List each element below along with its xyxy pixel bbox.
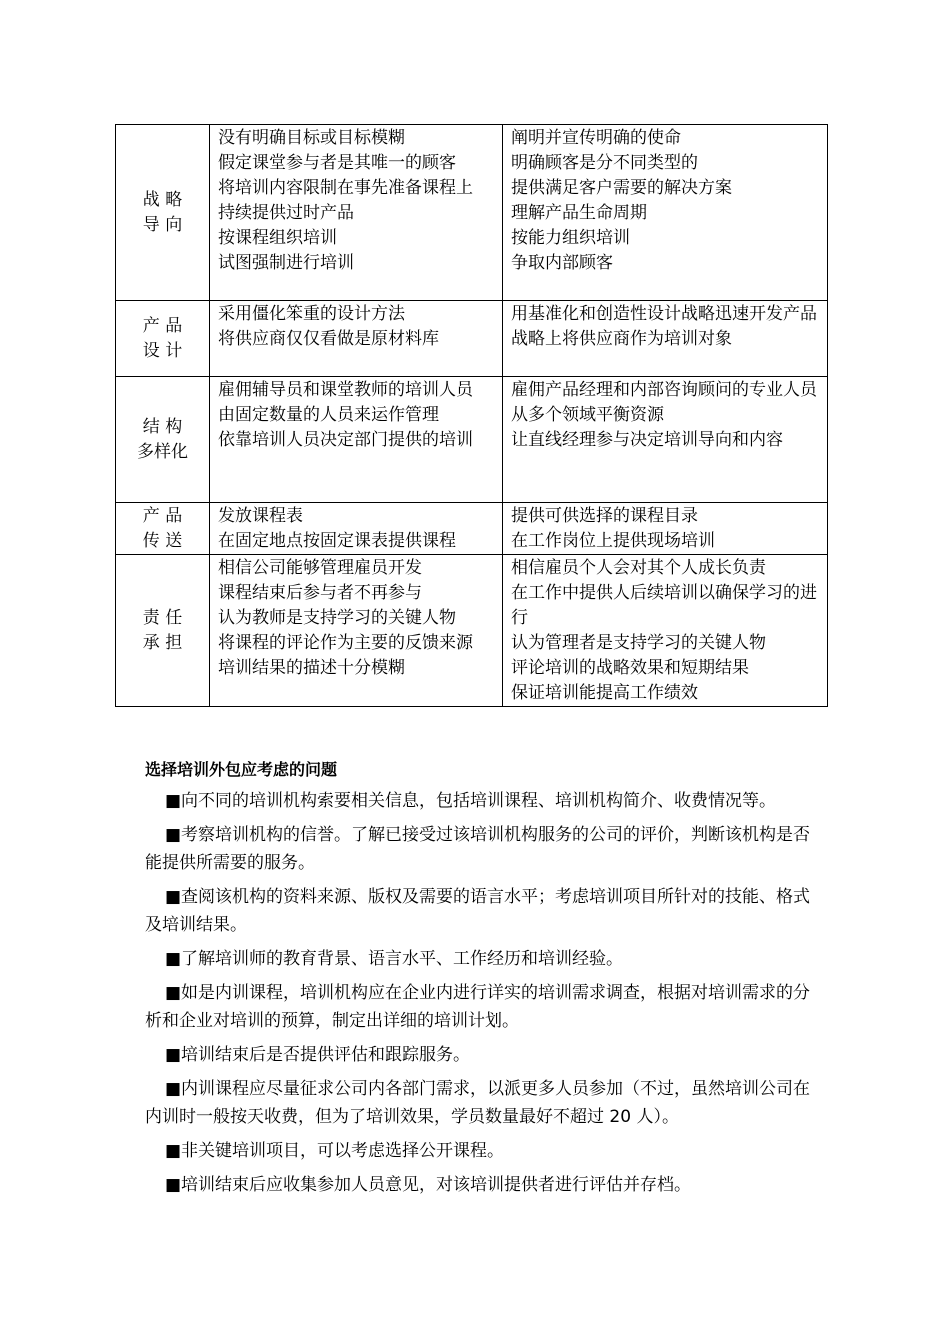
category-line: 战 略 [142, 189, 183, 210]
paragraph: ■考察培训机构的信誉。了解已接受过该培训机构服务的公司的评价，判断该机构是否能提供所需要的服务。 [145, 825, 811, 873]
problems-cell [210, 301, 503, 377]
solution-item: 提供满足客户需要的解决方案 [511, 178, 732, 198]
problem-item: 在固定地点按固定课表提供课程 [218, 531, 456, 551]
section-title: 选择培训外包应考虑的问题 [145, 760, 338, 779]
paragraph: ■培训结束后是否提供评估和跟踪服务。 [165, 1045, 471, 1065]
paragraph: ■非关键培训项目，可以考虑选择公开课程。 [165, 1141, 505, 1161]
table-row [116, 503, 828, 555]
problem-item: 培训结果的描述十分模糊 [218, 658, 405, 678]
comparison-table [115, 124, 828, 707]
row-category [116, 301, 210, 377]
problems-cell [210, 125, 503, 301]
problem-item: 采用僵化笨重的设计方法 [218, 304, 405, 324]
row-category [116, 377, 210, 503]
solution-item: 提供可供选择的课程目录 [511, 506, 698, 526]
solution-item: 评论培训的战略效果和短期结果 [511, 658, 749, 678]
row-category [116, 555, 210, 707]
category-line: 设 计 [142, 340, 183, 361]
problem-item: 由固定数量的人员来运作管理 [218, 405, 439, 425]
solution-item: 理解产品生命周期 [511, 203, 647, 223]
problem-item: 将供应商仅仅看做是原材料库 [218, 329, 439, 349]
problem-item: 相信公司能够管理雇员开发 [218, 558, 422, 578]
problem-item: 将培训内容限制在事先准备课程上 [218, 178, 473, 198]
problem-item: 将课程的评论作为主要的反馈来源 [218, 633, 473, 653]
table-row [116, 125, 828, 301]
table-row [116, 377, 828, 503]
problems-cell [210, 377, 503, 503]
solution-item: 阐明并宣传明确的使命 [511, 128, 681, 148]
paragraph: ■培训结束后应收集参加人员意见，对该培训提供者进行评估并存档。 [165, 1175, 692, 1195]
category-line: 结 构 [142, 416, 183, 437]
problem-item: 试图强制进行培训 [218, 253, 354, 273]
solution-item: 按能力组织培训 [511, 228, 630, 248]
solution-item: 明确顾客是分不同类型的 [511, 153, 698, 173]
problems-cell [210, 555, 503, 707]
category-line: 责 任 [142, 607, 183, 628]
table-row [116, 301, 828, 377]
paragraph: ■了解培训师的教育背景、语言水平、工作经历和培训经验。 [165, 949, 624, 969]
category-line: 导 向 [142, 214, 183, 235]
solution-item: 相信雇员个人会对其个人成长负责 [511, 558, 766, 578]
solutions-cell [503, 301, 828, 377]
problem-item: 没有明确目标或目标模糊 [218, 128, 405, 148]
solution-item: 用基准化和创造性设计战略迅速开发产品 [511, 304, 817, 324]
row-category [116, 125, 210, 301]
problem-item: 持续提供过时产品 [218, 203, 354, 223]
paragraph: ■内训课程应尽量征求公司内各部门需求，以派更多人员参加（不过，虽然培训公司在内训时一般按天收费，但为了培训效果，学员数量最好不超过 20 人）。 [145, 1079, 811, 1127]
solutions-cell [503, 377, 828, 503]
solution-item: 战略上将供应商作为培训对象 [511, 329, 732, 349]
problem-item: 发放课程表 [218, 506, 303, 526]
paragraph: ■向不同的培训机构索要相关信息，包括培训课程、培训机构简介、收费情况等。 [165, 791, 777, 811]
solutions-cell [503, 125, 828, 301]
outsourcing-section [145, 756, 815, 1205]
row-category [116, 503, 210, 555]
category-line: 多样化 [137, 441, 188, 462]
problems-cell [210, 503, 503, 555]
paragraph: ■查阅该机构的资料来源、版权及需要的语言水平；考虑培训项目所针对的技能、格式及培训结果。 [145, 887, 811, 935]
category-line: 产 品 [142, 315, 183, 336]
paragraph: ■如是内训课程，培训机构应在企业内进行详实的培训需求调查，根据对培训需求的分析和企业对培训的预算，制定出详细的培训计划。 [145, 983, 811, 1031]
solution-item: 争取内部顾客 [511, 253, 613, 273]
solution-item: 让直线经理参与决定培训导向和内容 [511, 430, 783, 450]
solution-item: 保证培训能提高工作绩效 [511, 683, 698, 703]
solutions-cell [503, 503, 828, 555]
problem-item: 课程结束后参与者不再参与 [218, 583, 422, 603]
solution-item: 认为管理者是支持学习的关键人物 [511, 633, 766, 653]
solution-item: 在工作中提供人后续培训以确保学习的进行 [511, 583, 817, 628]
solutions-cell [503, 555, 828, 707]
solution-item: 在工作岗位上提供现场培训 [511, 531, 715, 551]
problem-item: 雇佣辅导员和课堂教师的培训人员 [218, 380, 473, 400]
table-row [116, 555, 828, 707]
category-line: 产 品 [142, 505, 183, 526]
problem-item: 按课程组织培训 [218, 228, 337, 248]
problem-item: 假定课堂参与者是其唯一的顾客 [218, 153, 456, 173]
problem-item: 认为教师是支持学习的关键人物 [218, 608, 456, 628]
category-line: 承 担 [142, 632, 183, 653]
category-line: 传 送 [142, 530, 183, 551]
solution-item: 雇佣产品经理和内部咨询顾问的专业人员从多个领域平衡资源 [511, 380, 817, 425]
problem-item: 依靠培训人员决定部门提供的培训 [218, 430, 473, 450]
